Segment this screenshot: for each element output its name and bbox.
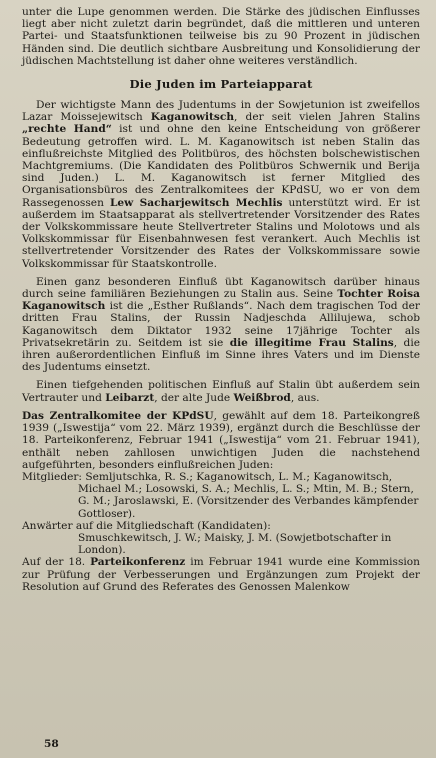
- members-label: Mitglieder: Semljutschka, R. S.; Kaganowitsch, L. M.; Kaganowitsch,: [22, 470, 393, 483]
- bold-name-mechlis: Lew Sacharjewitsch Mechlis: [109, 196, 283, 209]
- bold-name-kaganowitsch: Kaganowitsch: [150, 111, 235, 124]
- bold-parteikonferenz: Parteikonferenz: [90, 556, 186, 569]
- text-run: ist die „Esther Rußlands“. Nach dem tragischen Tod der dritten Frau Stalins, der Russin Nadjeschda Allilujewa, schob Kaganowitsch dem Diktator 1932 seine 17jährige Tochter als Privatsekretärin zu. Seitdem ist sie: [22, 300, 420, 349]
- text-run: Einen tiefgehenden politischen Einfluß auf Stalin übt außerdem sein Vertrauter und: [22, 379, 420, 404]
- section-heading: Die Juden im Parteiapparat: [129, 77, 313, 92]
- paragraph-family: [22, 276, 420, 374]
- paragraph-intro: [22, 6, 420, 67]
- bold-tochter: Tochter Roisa Kaganowitsch: [22, 288, 420, 313]
- bold-zentralkomitee: Das Zentralkomitee der KPdSU: [22, 409, 214, 422]
- text-run: Auf der 18.: [22, 556, 91, 569]
- text-run: , der alte Jude: [154, 391, 234, 404]
- candidates-names: Smuschkewitsch, J. W.; Maisky, J. M. (Sowjetbotschafter in London).: [78, 531, 392, 557]
- candidates-list: [22, 532, 420, 556]
- bold-weissbrod: Weißbrod: [233, 391, 291, 404]
- text-run: unterstützt wird. Er ist außerdem im Staatsapparat als stellvertretender Vorsitzender des Rates der Volkskommissare heute Stellvertreter Stalins und Molotows und als Volkskommissar für Eisenbahnwesen fest verankert. Auch Mechlis ist stellvertretender Vorsitzender des Rates der Volkskommissare sowie Volkskommissar für Staatskontrolle.: [22, 196, 420, 270]
- bold-leibarzt: Leibarzt: [105, 391, 155, 404]
- intro-text: unter die Lupe genommen werden. Die Stärke des jüdischen Einflusses liegt aber nicht zuletzt darin begründet, daß die mittleren und unteren Partei- und Staatsfunktionen teilweise bis zu 90 Prozent in jüdischen Händen sind. Die deutlich sichtbare Ausbreitung und Konsolidierung der jüdischen Machtstellung ist daher ohne weiteres verständlich.: [22, 6, 420, 67]
- text-run: , die ihren außerordentlichen Einfluß im Sinne ihres Vaters und im Dienste des Judentums einsetzt.: [22, 336, 420, 374]
- page-number: 58: [44, 738, 59, 750]
- candidates-label: Anwärter auf die Mitgliedschaft (Kandidaten):: [22, 519, 271, 532]
- text-run: , gewählt auf dem 18. Parteikongreß 1939 („Iswestija“ vom 22. März 1939), ergänzt durch die Beschlüsse der 18. Parteikonferenz, Februar 1941 („Iswestija“ vom 21. Februar 1941), enthält neben zahllosen unwichtigen Juden die nachstehend aufgeführten, besonders einflußreichen Juden:: [22, 409, 420, 471]
- paragraph-zentralkomitee: [22, 410, 420, 471]
- text-run: , der seit vielen Jahren Stalins: [234, 111, 421, 124]
- bold-rechte-hand: „rechte Hand“: [22, 123, 112, 136]
- bold-illegitime-frau: die illegitime Frau Stalins: [229, 336, 394, 349]
- text-run: im Februar 1941 wurde eine Kommission zur Prüfung der Verbesserungen und Ergänzungen zum Projekt der Resolution auf Grund des Referates des Genossen Malenkow: [22, 556, 420, 593]
- members-continuation: Michael M.; Losowski, S. A.; Mechlis, L. S.; Mtin, M. B.; Stern, G. M.; Jaroslawski, E. (Vorsitzender des Verbandes kämpfender Gottloser).: [78, 483, 419, 520]
- text-run: Der wichtigste Mann des Judentums in der Sowjetunion ist zweifellos Lazar Moissejewitsch: [22, 99, 420, 124]
- paragraph-parteikonferenz: [22, 556, 420, 593]
- text-run: ist und ohne den keine Entscheidung von größerer Bedeutung getroffen wird. L. M. Kaganowitsch ist neben Stalin das einflußreichste Mitglied des Politbüros, des höchsten bolschewistischen Machtgremiums. (Die Kandidaten des Politbüros Schwernik und Berija sind Juden.) L. M. Kaganowitsch ist ferner Mitglied des Organisationsbüros des Zentralkomitees der KPdSU, wo er von dem Rassegenossen: [22, 123, 421, 209]
- paragraph-leibarzt: [22, 379, 420, 403]
- paragraph-kaganowitsch: [22, 99, 420, 270]
- members-list: [22, 483, 420, 520]
- text-run: Einen ganz besonderen Einfluß übt Kaganowitsch darüber hinaus durch seine familiären Beziehungen zu Stalin aus. Seine: [22, 275, 420, 301]
- text-run: , aus.: [290, 391, 320, 404]
